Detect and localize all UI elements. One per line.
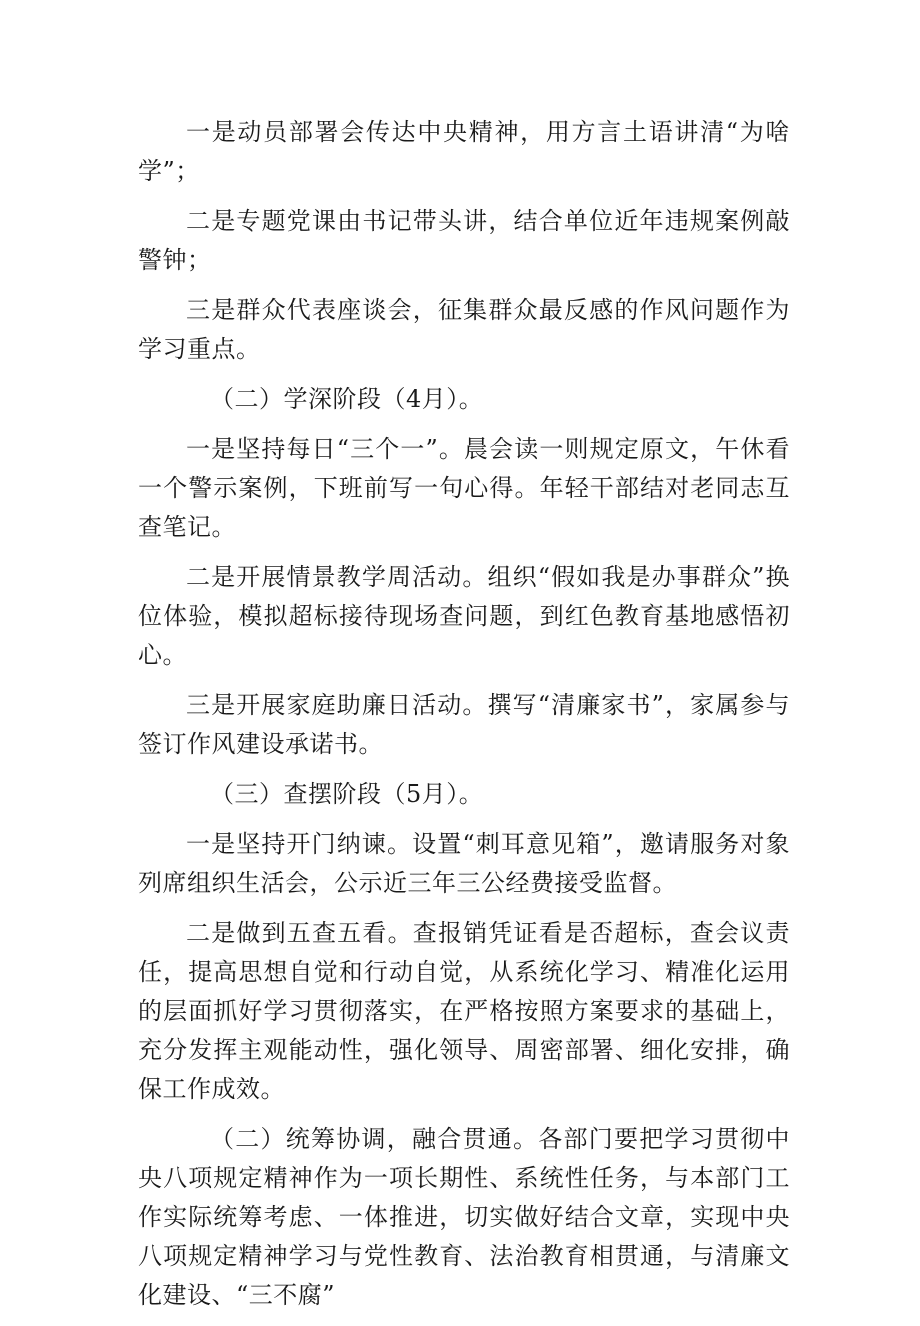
- section-heading-inspection: （三）查摆阶段（5月）。: [210, 780, 484, 808]
- section-heading-study-deep: （二）学深阶段（4月）。: [210, 385, 484, 413]
- paragraph-daily-three-ones: 一是坚持每日“三个一”。晨会读一则规定原文，午休看一个警示案例，下班前写一句心得。年轻干部结对老同志互查笔记。: [138, 435, 790, 541]
- paragraph-public-forum: 三是群众代表座谈会，征集群众最反感的作风问题作为学习重点。: [138, 296, 790, 363]
- paragraph-open-door: 一是坚持开门纳谏。设置“刺耳意见箱”，邀请服务对象列席组织生活会，公示近三年三公经费接受监督。: [138, 830, 790, 897]
- paragraph-party-lecture: 二是专题党课由书记带头讲，结合单位近年违规案例敲警钟；: [138, 207, 790, 274]
- paragraph-family-integrity: 三是开展家庭助廉日活动。撰写“清廉家书”，家属参与签订作风建设承诺书。: [138, 691, 790, 758]
- paragraph-mobilization-meeting: 一是动员部署会传达中央精神，用方言土语讲清“为啥学”；: [138, 118, 790, 185]
- paragraph-scenario-teaching: 二是开展情景教学周活动。组织“假如我是办事群众”换位体验，模拟超标接待现场查问题，到红色教育基地感悟初心。: [138, 563, 790, 669]
- document-body: [138, 113, 790, 1326]
- section-heading-coordination: （二）统筹协调，融合贯通。各部门要把学习贯彻中央八项规定精神作为一项长期性、系统性任务，与本部门工作实际统筹考虑、一体推进，切实做好结合文章，实现中央八项规定精神学习与党性教育、法治教育相贯通，与清廉文化建设、“三不腐”: [138, 1125, 790, 1309]
- paragraph-five-checks: 二是做到五查五看。查报销凭证看是否超标，查会议责任，提高思想自觉和行动自觉，从系统化学习、精准化运用的层面抓好学习贯彻落实，在严格按照方案要求的基础上，充分发挥主观能动性，强化领导、周密部署、细化安排，确保工作成效。: [138, 919, 790, 1103]
